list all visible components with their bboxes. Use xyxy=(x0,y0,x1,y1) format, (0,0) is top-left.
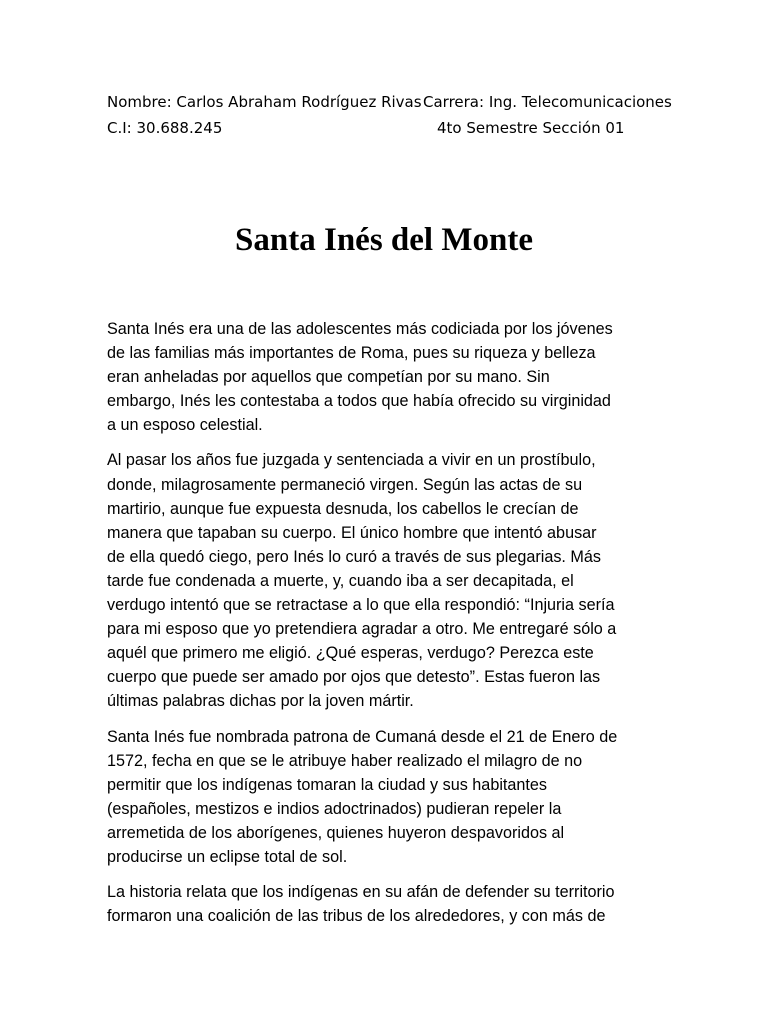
paragraph-line: Santa Inés fue nombrada patrona de Cumaná desde el 21 de Enero de xyxy=(107,727,618,746)
paragraph-line: cuerpo que puede ser amado por ojos que detesto”. Estas fueron las xyxy=(107,668,601,687)
paragraph-line: La historia relata que los indígenas en su afán de defender su territorio xyxy=(107,883,615,902)
paragraph-line: de ella quedó ciego, pero Inés lo curó a través de sus plegarias. Más xyxy=(107,547,602,566)
student-id: C.I: 30.688.245 xyxy=(107,119,223,137)
paragraph-line: 1572, fecha en que se le atribuye haber realizado el milagro de no xyxy=(107,751,583,770)
paragraph-line: donde, milagrosamente permaneció virgen. Según las actas de su xyxy=(107,475,583,494)
paragraph-line: eran anheladas por aquellos que competían por su mano. Sin xyxy=(107,368,550,387)
paragraph-line: de las familias más importantes de Roma, pues su riqueza y belleza xyxy=(107,344,596,363)
paragraph-line: (españoles, mestizos e indios adoctrinados) pudieran repeler la xyxy=(107,799,562,818)
paragraph-line: producirse un eclipse total de sol. xyxy=(107,847,348,866)
paragraph-line: últimas palabras dichas por la joven mártir. xyxy=(107,692,414,711)
paragraph-line: permitir que los indígenas tomaran la ciudad y sus habitantes xyxy=(107,775,548,794)
paragraph-line: formaron una coalición de las tribus de los alrededores, y con más de xyxy=(107,907,606,926)
paragraph-line: tarde fue condenada a muerte, y, cuando iba a ser decapitada, el xyxy=(107,571,574,590)
paragraph-line: embargo, Inés les contestaba a todos que había ofrecido su virginidad xyxy=(107,392,611,411)
paragraph xyxy=(107,880,667,928)
student-semester: 4to Semestre Sección 01 xyxy=(437,119,625,137)
paragraph-line: verdugo intentó que se retractase a lo que ella respondió: “Injuria sería xyxy=(107,596,615,615)
paragraph-line: a un esposo celestial. xyxy=(107,416,263,435)
paragraph-line: arremetida de los aborígenes, quienes huyeron despavoridos al xyxy=(107,823,565,842)
paragraph-line: manera que tapaban su cuerpo. El único hombre que intentó abusar xyxy=(107,523,597,542)
student-name: Nombre: Carlos Abraham Rodríguez Rivas xyxy=(107,93,422,111)
paragraph xyxy=(107,725,667,870)
student-career: Carrera: Ing. Telecomunicaciones xyxy=(423,93,672,111)
paragraph xyxy=(107,317,667,437)
paragraph xyxy=(107,448,667,713)
document-title: Santa Inés del Monte xyxy=(235,222,533,258)
paragraph-line: Santa Inés era una de las adolescentes más codiciada por los jóvenes xyxy=(107,320,613,338)
header-row-2 xyxy=(107,119,625,137)
paragraph-line: aquél que primero me eligió. ¿Qué esperas, verdugo? Perezca este xyxy=(107,644,594,663)
document-body xyxy=(107,317,667,939)
header-row-1 xyxy=(107,93,672,111)
paragraph-line: martirio, aunque fue expuesta desnuda, los cabellos le crecían de xyxy=(107,499,579,518)
paragraph-line: Al pasar los años fue juzgada y sentenciada a vivir en un prostíbulo, xyxy=(107,451,596,470)
paragraph-line: para mi esposo que yo pretendiera agradar a otro. Me entregaré sólo a xyxy=(107,620,617,639)
